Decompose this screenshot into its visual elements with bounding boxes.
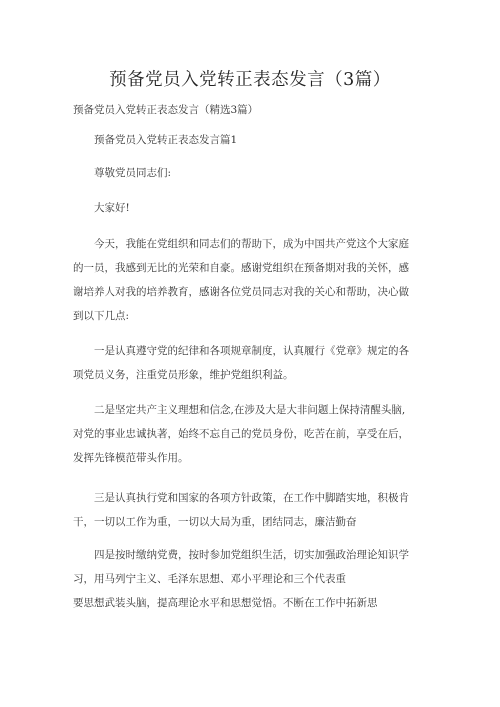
- paragraph-line: 项党员义务，注重党员形象，维护党组织利益。: [73, 369, 294, 381]
- paragraph-line: 对党的事业忠诚执著，始终不忘自己的党员身份，吃苦在前，享受在后，: [73, 428, 409, 440]
- paragraph-line: 干，一切以工作为重，一切以大局为重，团结同志，廉洁勤奋: [73, 516, 357, 528]
- document-subtitle: 预备党员入党转正表态发言（精选3篇）: [73, 104, 259, 116]
- paragraph-line: 习，用马列宁主义、毛泽东思想、邓小平理论和三个代表重: [73, 573, 346, 585]
- greeting-text: 大家好!: [94, 202, 130, 214]
- salutation: [73, 161, 433, 185]
- paragraph-line: 谢培养人对我的培养教育，感谢各位党员同志对我的关心和帮助，决心做: [73, 286, 409, 298]
- section-heading: [73, 128, 433, 152]
- paragraph-line: 发挥先锋模范带头作用。: [73, 452, 189, 464]
- paragraph-2: [73, 339, 433, 387]
- paragraph-line: 一是认真遵守党的纪律和各项规章制度，认真履行《党章》规定的各: [94, 345, 409, 357]
- section-heading-text: 预备党员入党转正表态发言篇1: [94, 134, 238, 146]
- paragraph-line: 到以下几点:: [73, 310, 130, 322]
- paragraph-4: [73, 486, 433, 534]
- paragraph-line: 的一员，我感到无比的光荣和自豪。感谢党组织在预备期对我的关怀，感: [73, 262, 409, 274]
- paragraph-3: [73, 398, 433, 470]
- paragraph-line: 四是按时缴纳党费，按时参加党组织生活，切实加强政治理论知识学: [94, 549, 409, 561]
- document-title: 预备党员入党转正表态发言（3篇）: [109, 70, 391, 90]
- greeting: [73, 196, 433, 220]
- paragraph-line: 二是坚定共产主义理想和信念,在涉及大是大非问题上保持清醒头脑,: [94, 404, 406, 416]
- paragraph-line: 三是认真执行党和国家的各项方针政策，在工作中脚踏实地，积极肯: [94, 492, 409, 504]
- paragraph-5: [73, 543, 433, 615]
- paragraph-line: 要思想武装头脑，提高理论水平和思想觉悟。不断在工作中拓新思: [73, 597, 378, 609]
- paragraph-1: [73, 232, 433, 328]
- paragraph-line: 今天，我能在党组织和同志们的帮助下，成为中国共产党这个大家庭: [94, 238, 409, 250]
- salutation-text: 尊敬党员同志们:: [94, 167, 172, 179]
